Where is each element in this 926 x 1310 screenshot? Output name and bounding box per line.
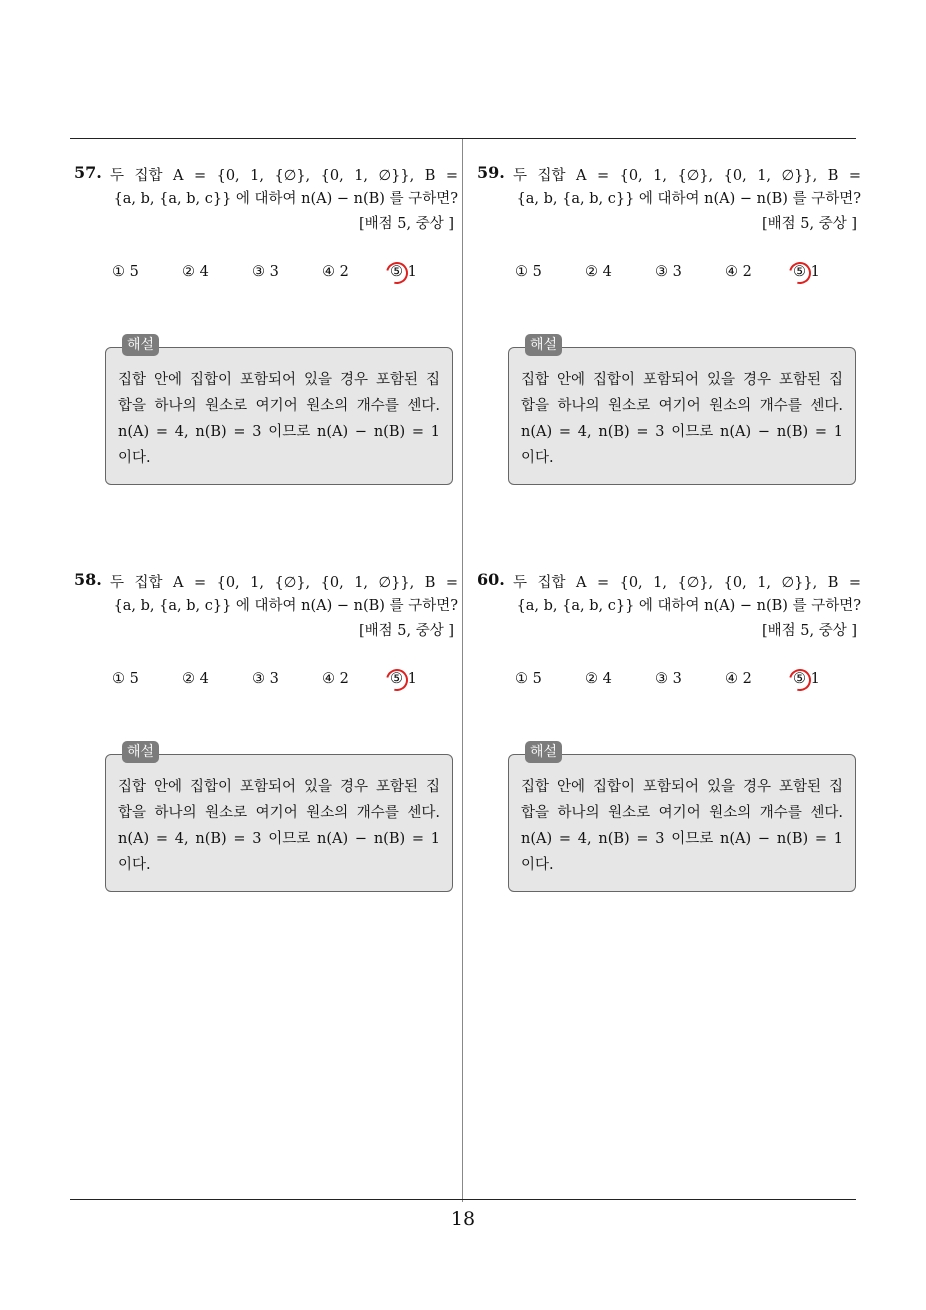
choice-5[interactable]: ⑤ 1 xyxy=(390,264,417,280)
solution-line: 이다. xyxy=(521,857,554,873)
solution-label: 해설 xyxy=(122,741,159,763)
selected-answer-mark xyxy=(785,665,815,695)
question-line-1 xyxy=(74,163,458,185)
question-text-continued: {a, b, {a, b, c}} 에 대하여 n(A) − n(B) 를 구하면? xyxy=(113,598,458,614)
solution-box xyxy=(508,744,856,892)
solution-line: n(A) = 4, n(B) = 3 이므로 n(A) − n(B) = 1 xyxy=(521,424,843,440)
choice-3[interactable]: ③ 3 xyxy=(252,264,279,280)
choice-list xyxy=(515,671,875,695)
question-text-continued: {a, b, {a, b, c}} 에 대하여 n(A) − n(B) 를 구하면? xyxy=(113,191,458,207)
solution-text xyxy=(521,367,843,471)
selected-answer-mark xyxy=(785,258,815,288)
choice-3[interactable]: ③ 3 xyxy=(655,264,682,280)
selected-answer-mark xyxy=(382,258,412,288)
solution-line: 이다. xyxy=(521,450,554,466)
solution-line: n(A) = 4, n(B) = 3 이므로 n(A) − n(B) = 1 xyxy=(118,424,440,440)
solution-line: n(A) = 4, n(B) = 3 이므로 n(A) − n(B) = 1 xyxy=(118,831,440,847)
choice-1[interactable]: ① 5 xyxy=(112,671,139,687)
solution-text xyxy=(118,774,440,878)
question-text: 두 집합 A = {0, 1, {∅}, {0, 1, ∅}}, B = xyxy=(513,168,861,184)
score-label: [배점 5, 중상 ] xyxy=(761,623,857,639)
choice-4[interactable]: ④ 2 xyxy=(322,264,349,280)
choice-1[interactable]: ① 5 xyxy=(515,264,542,280)
solution-line: 집합 안에 집합이 포함되어 있을 경우 포함된 집 xyxy=(521,372,843,388)
question-text: 두 집합 A = {0, 1, {∅}, {0, 1, ∅}}, B = xyxy=(110,575,458,591)
score-label: [배점 5, 중상 ] xyxy=(761,216,857,232)
choice-3[interactable]: ③ 3 xyxy=(252,671,279,687)
question-line-1 xyxy=(74,570,458,592)
solution-line: 이다. xyxy=(118,857,151,873)
solution-line: 집합 안에 집합이 포함되어 있을 경우 포함된 집 xyxy=(118,779,440,795)
solution-line: 합을 하나의 원소로 여기어 원소의 개수를 센다. xyxy=(521,805,843,821)
solution-line: 합을 하나의 원소로 여기어 원소의 개수를 센다. xyxy=(521,398,843,414)
choice-2[interactable]: ② 4 xyxy=(182,671,209,687)
choice-3[interactable]: ③ 3 xyxy=(655,671,682,687)
choice-list xyxy=(112,264,472,288)
problem-number: 58. xyxy=(74,570,102,589)
question-text-continued: {a, b, {a, b, c}} 에 대하여 n(A) − n(B) 를 구하면? xyxy=(516,598,861,614)
choice-4[interactable]: ④ 2 xyxy=(725,264,752,280)
solution-box xyxy=(105,744,453,892)
choice-1[interactable]: ① 5 xyxy=(112,264,139,280)
solution-line: 집합 안에 집합이 포함되어 있을 경우 포함된 집 xyxy=(521,779,843,795)
solution-label: 해설 xyxy=(525,741,562,763)
choice-5[interactable]: ⑤ 1 xyxy=(793,671,820,687)
choice-4[interactable]: ④ 2 xyxy=(725,671,752,687)
problem-number: 60. xyxy=(477,570,505,589)
question-line-1 xyxy=(477,570,861,592)
solution-box xyxy=(105,337,453,485)
question-text: 두 집합 A = {0, 1, {∅}, {0, 1, ∅}}, B = xyxy=(513,575,861,591)
choice-5[interactable]: ⑤ 1 xyxy=(793,264,820,280)
solution-box xyxy=(508,337,856,485)
solution-line: 이다. xyxy=(118,450,151,466)
bottom-rule xyxy=(70,1199,856,1200)
question-text-continued: {a, b, {a, b, c}} 에 대하여 n(A) − n(B) 를 구하면? xyxy=(516,191,861,207)
problem-number: 59. xyxy=(477,163,505,182)
page-number: 18 xyxy=(450,1208,476,1230)
question-line-1 xyxy=(477,163,861,185)
score-label: [배점 5, 중상 ] xyxy=(358,216,454,232)
solution-line: 집합 안에 집합이 포함되어 있을 경우 포함된 집 xyxy=(118,372,440,388)
selected-answer-mark xyxy=(382,665,412,695)
problem-number: 57. xyxy=(74,163,102,182)
solution-line: n(A) = 4, n(B) = 3 이므로 n(A) − n(B) = 1 xyxy=(521,831,843,847)
choice-4[interactable]: ④ 2 xyxy=(322,671,349,687)
choice-2[interactable]: ② 4 xyxy=(585,264,612,280)
solution-label: 해설 xyxy=(525,334,562,356)
solution-label: 해설 xyxy=(122,334,159,356)
choice-1[interactable]: ① 5 xyxy=(515,671,542,687)
choice-5[interactable]: ⑤ 1 xyxy=(390,671,417,687)
solution-text xyxy=(118,367,440,471)
solution-line: 합을 하나의 원소로 여기어 원소의 개수를 센다. xyxy=(118,398,440,414)
solution-line: 합을 하나의 원소로 여기어 원소의 개수를 센다. xyxy=(118,805,440,821)
choice-list xyxy=(112,671,472,695)
choice-2[interactable]: ② 4 xyxy=(585,671,612,687)
solution-text xyxy=(521,774,843,878)
choice-list xyxy=(515,264,875,288)
choice-2[interactable]: ② 4 xyxy=(182,264,209,280)
score-label: [배점 5, 중상 ] xyxy=(358,623,454,639)
question-text: 두 집합 A = {0, 1, {∅}, {0, 1, ∅}}, B = xyxy=(110,168,458,184)
top-rule xyxy=(70,138,856,139)
